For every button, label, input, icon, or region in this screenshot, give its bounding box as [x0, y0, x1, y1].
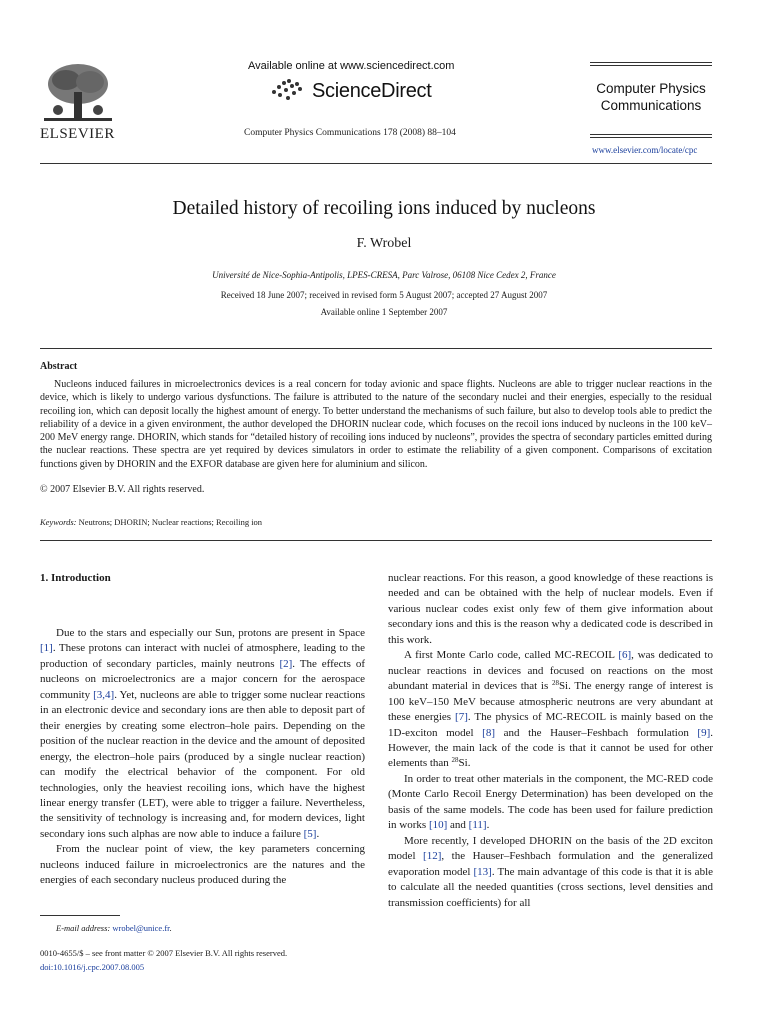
- available-online-date: Available online 1 September 2007: [320, 307, 448, 317]
- paragraph: Due to the stars and especially our Sun, protons are present in Space [1]. These protons can interact with nuclei of atmosphere, leading to the production of secondary particles, mainly neutrons [2]. The effects of nucleons on microelectronics are a major concern for the aerospace community [3,4]. Yet, nucleons are able to trigger some nuclear reactions in an electronic device and secondary ions are then able to deposit part of their energies by creating some electron–hole pairs. Depending on the position of the nuclear reaction in the device and the amount of deposited energy, the electron–hole pairs (produced by a single nuclear reaction) can modify the electrical behavior of the component. For old technologies, only the heaviest recoiling ions, which have the highest linear energy transfer (LET), were able to trigger a failure. Nevertheless, the sensitivity of technology is increasing and, for modern devices, light secondary ions such alphas are now able to induce a failure [5].: [40, 627, 366, 840]
- section-heading: 1. Introduction: [40, 572, 111, 584]
- author-affiliation: Université de Nice-Sophia-Antipolis, LPES-CRESA, Parc Valrose, 06108 Nice Cedex 2, France: [212, 270, 556, 280]
- received-dates: Received 18 June 2007; received in revised form 5 August 2007; accepted 27 August 2007: [220, 290, 548, 300]
- author-name: F. Wrobel: [356, 236, 412, 251]
- body-column-left: [40, 626, 365, 889]
- email-link[interactable]: wrobel@unice.fr: [112, 923, 170, 933]
- paper-title: Detailed history of recoiling ions induced by nucleons: [172, 198, 596, 219]
- publisher-name: ELSEVIER: [40, 126, 115, 142]
- paragraph: A first Monte Carlo code, called MC-RECOIL [6], was dedicated to nuclear reactions in devices and focused on reactions on the most abundant material in devices that is $^{28}$Si. The energy range of interest is 100 keV–150 MeV because atmospheric neutrons are very abundant at these energies [7]. The physics of MC-RECOIL is mainly based on the 1D-exciton model [8] and the Hauser–Feshbach formulation [9]. However, the main lack of the code is that it cannot be used for other elements than $^{28}$Si.: [388, 649, 713, 770]
- sciencedirect-wordmark: ScienceDirect: [312, 79, 432, 102]
- citation-link[interactable]: [9]: [697, 726, 711, 739]
- citation-link[interactable]: [11]: [468, 819, 487, 832]
- journal-name-line2: Communications: [600, 98, 702, 113]
- issn-line: 0010-4655/$ – see front matter © 2007 Elsevier B.V. All rights reserved.: [40, 948, 288, 958]
- citation-link[interactable]: [10]: [428, 819, 448, 832]
- citation-link[interactable]: [8]: [482, 726, 495, 739]
- citation-link[interactable]: [7]: [455, 711, 468, 724]
- keywords-label: Keywords:: [40, 517, 77, 527]
- doi-link[interactable]: doi:10.1016/j.cpc.2007.08.005: [40, 962, 145, 972]
- paragraph: More recently, I developed DHORIN on the basis of the 2D exciton model [12], the Hauser–Feshbach formulation and the generalized evaporation model [13]. The main advantage of this code is that it is able to calculate all the needed quantities (cross sections, level densities and transmission coefficients) for all: [388, 834, 714, 909]
- citation-link[interactable]: [2]: [279, 657, 293, 670]
- keywords-line: [40, 517, 262, 527]
- citation-link[interactable]: [5]: [303, 827, 317, 840]
- footnote-divider: [40, 915, 120, 916]
- keywords-list: Neutrons; DHORIN; Nuclear reactions; Recoiling ion: [78, 517, 263, 527]
- paragraph: In order to treat other materials in the component, the MC-RED code (Monte Carlo Recoil Energy Determination) has been developed on the basis of the same models. The code has been used for failure prediction in works [10] and [11].: [388, 772, 713, 832]
- email-label: E-mail address:: [56, 923, 111, 933]
- body-column-right: [388, 571, 713, 911]
- journal-url-link[interactable]: www.elsevier.com/locate/cpc: [592, 145, 698, 155]
- paragraph: nuclear reactions. For this reason, a good knowledge of these reactions is needed and can be obtained with the help of nuclear models. Even if various nuclear codes exist only few of them give information about secondary ions and this is the reason why a dedicated code is described in this work.: [388, 572, 713, 646]
- header-divider: [40, 163, 712, 164]
- sciencedirect-dots-icon: [268, 78, 304, 104]
- journal-name-line1: Computer Physics: [596, 81, 706, 96]
- abstract-heading: Abstract: [40, 361, 78, 372]
- abstract-copyright: © 2007 Elsevier B.V. All rights reserved.: [40, 484, 205, 495]
- citation-link[interactable]: [1]: [40, 642, 53, 655]
- paragraph: From the nuclear point of view, the key parameters concerning nucleons induced failure in microelectronics are the natures and the energies of each secondary nucleus produced during the: [40, 843, 365, 887]
- journal-name-box: [590, 62, 712, 138]
- citation-link[interactable]: [12]: [423, 850, 442, 863]
- journal-citation: Computer Physics Communications 178 (2008) 88–104: [244, 128, 456, 138]
- footnote: E-mail address: wrobel@unice.fr.: [56, 923, 172, 933]
- citation-link[interactable]: [6]: [618, 649, 632, 662]
- journal-name: [590, 66, 712, 134]
- keywords-divider: [40, 540, 712, 541]
- available-online-text: Available online at www.sciencedirect.com: [248, 60, 455, 72]
- sciencedirect-logo[interactable]: [268, 75, 431, 107]
- citation-link[interactable]: [13]: [473, 865, 492, 878]
- abstract-divider: [40, 348, 712, 349]
- citation-link[interactable]: [3,4]: [93, 688, 115, 701]
- abstract-text: Nucleons induced failures in microelectronics devices is a real concern for today avionic and space flights. Nucleons are able to trigger nuclear reactions in the device, which is likely to undergo various dysfunctions. The failure is attributed to the nature of the secondary nuclei and their energies, especially to the residual recoiling ion, which can deposit locally the highest amount of energy. To better understand the mechanisms of such failure, but also to develop tools able to predict the reliability of a device in a given environment, the author developed the DHORIN nuclear code, which focuses on the recoil ions induced by nucleons in the 100 keV–200 MeV energy range. DHORIN, which stands for “detailed history of recoiling ions induced by nucleons”, provides the spectra of secondary particles emitted during the nuclear reactions. These spectra are yet required by devices simulators in order to estimate the reliability of a given component. Comparisons of excitation functions given by DHORIN and the EXFOR database are given here for aluminium and silicon.: [40, 379, 712, 470]
